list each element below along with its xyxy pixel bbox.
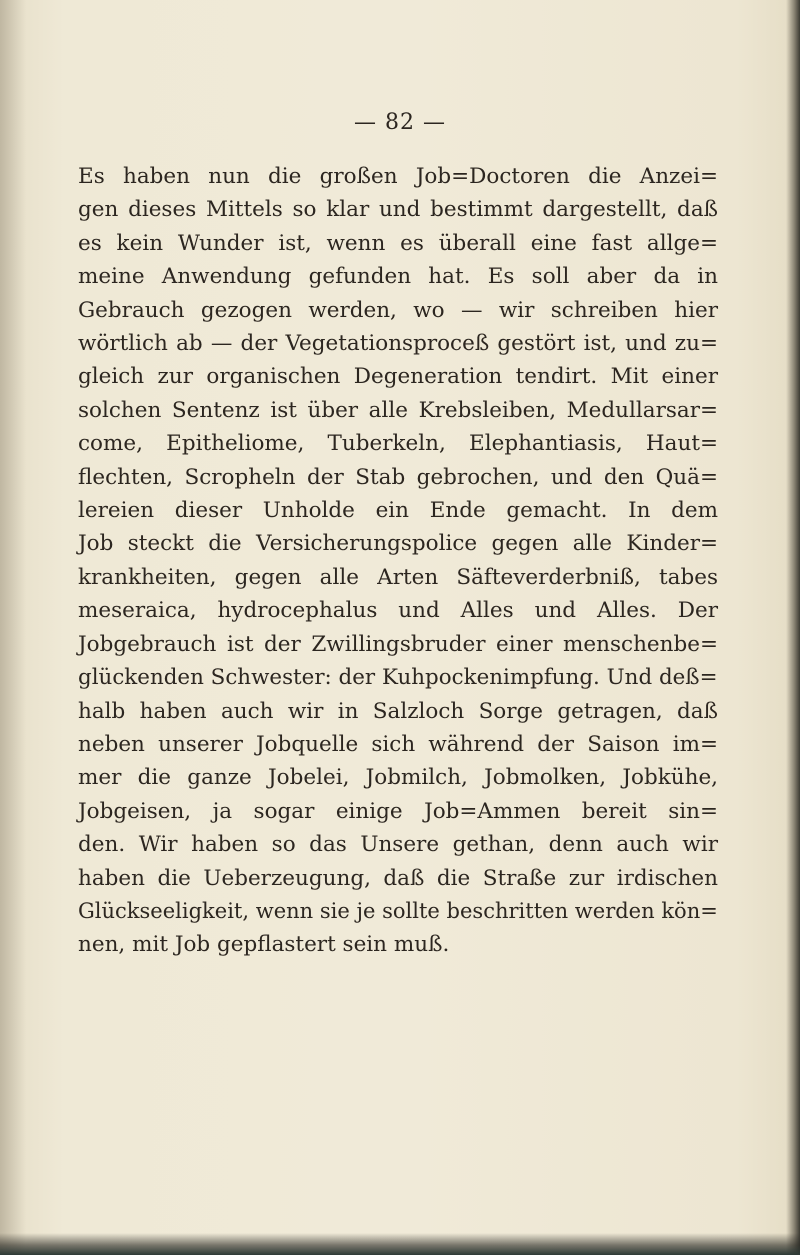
page-right-edge xyxy=(786,0,800,1255)
text-line: halb haben auch wir in Salzloch Sorge getragen, daß xyxy=(78,698,718,724)
text-line: Job steckt die Versicherungspolice gegen alle Kinder= xyxy=(78,531,718,557)
body-paragraph xyxy=(78,160,718,962)
text-line: wörtlich ab — der Vegetationsproceß gestört ist, und zu= xyxy=(78,331,718,357)
text-line: Gebrauch gezogen werden, wo — wir schreiben hier xyxy=(78,297,718,323)
text-line: come, Epitheliome, Tuberkeln, Elephantiasis, Haut= xyxy=(78,431,718,457)
text-line: Jobgebrauch ist der Zwillingsbruder einer menschenbe= xyxy=(78,631,718,657)
text-line: lereien dieser Unholde ein Ende gemacht. In dem xyxy=(78,498,718,524)
text-line-last: nen, mit Job gepflastert sein muß. xyxy=(78,932,450,958)
text-line: neben unserer Jobquelle sich während der Saison im= xyxy=(78,731,718,757)
text-line: Jobgeisen, ja sogar einige Job=Ammen bereit sin= xyxy=(78,798,718,824)
text-line: gleich zur organischen Degeneration tendirt. Mit einer xyxy=(78,364,718,390)
text-line: den. Wir haben so das Unsere gethan, denn auch wir xyxy=(78,832,718,858)
text-line: mer die ganze Jobelei, Jobmilch, Jobmolken, Jobkühe, xyxy=(78,765,718,791)
text-line: es kein Wunder ist, wenn es überall eine fast allge= xyxy=(78,230,718,256)
text-line: Glückseeligkeit, wenn sie je sollte beschritten werden kön= xyxy=(78,898,718,924)
text-line: krankheiten, gegen alle Arten Säfteverderbniß, tabes xyxy=(78,564,718,590)
page-bottom-edge xyxy=(0,1233,800,1255)
text-line: gen dieses Mittels so klar und bestimmt dargestellt, daß xyxy=(78,197,718,223)
text-line: glückenden Schwester: der Kuhpockenimpfung. Und deß= xyxy=(78,665,718,691)
page-gutter-shadow xyxy=(0,0,26,1255)
text-line: meine Anwendung gefunden hat. Es soll aber da in xyxy=(78,264,718,290)
text-line: Es haben nun die großen Job=Doctoren die Anzei= xyxy=(78,164,718,189)
text-line: meseraica, hydrocephalus und Alles und Alles. Der xyxy=(78,598,718,624)
page-number-header: — 82 — xyxy=(354,110,446,135)
text-line: haben die Ueberzeugung, daß die Straße zur irdischen xyxy=(78,865,718,891)
text-line: solchen Sentenz ist über alle Krebsleiben, Medullarsar= xyxy=(78,397,718,423)
text-line: flechten, Scropheln der Stab gebrochen, und den Quä= xyxy=(78,464,718,490)
